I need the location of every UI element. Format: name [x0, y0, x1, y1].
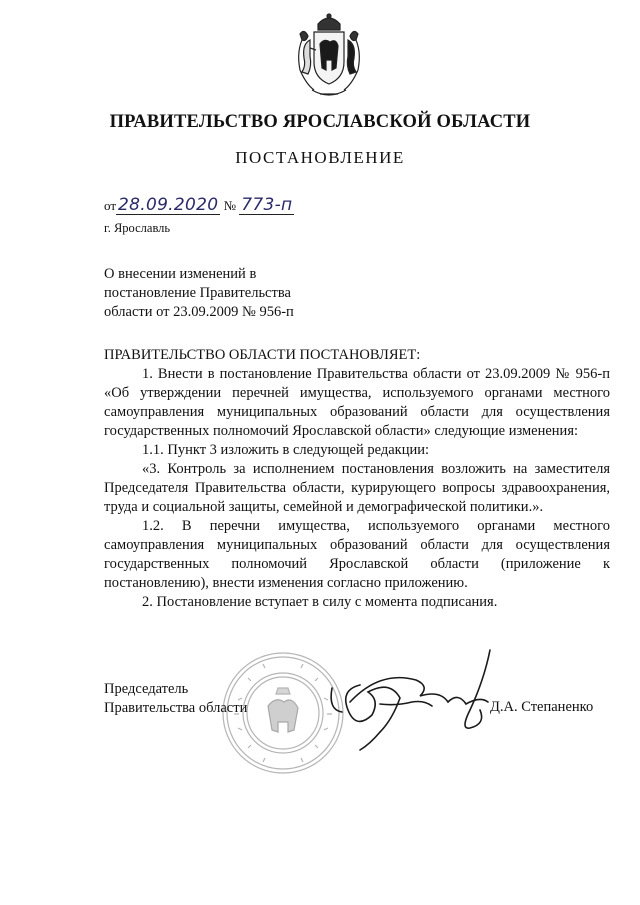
paragraph-1-1-text: «3. Контроль за исполнением постановления возложить на заместителя Председателя Правительства области, курирующего вопросы здравоохранения, труда и социальной защиты, семейной и демографической политики.».	[104, 461, 610, 515]
subject-line: О внесении изменений в	[104, 266, 257, 282]
date-number-line	[104, 196, 294, 215]
position-line: Председатель	[104, 681, 189, 697]
document-type: ПОСТАНОВЛЕНИЕ	[235, 148, 405, 167]
city: г. Ярославль	[104, 221, 171, 235]
subject-line: постановление Правительства	[104, 285, 291, 301]
position-line: Правительства области	[104, 700, 248, 716]
paragraph-1-1: 1.1. Пункт 3 изложить в следующей редакции:	[142, 442, 430, 458]
resolution-heading: ПРАВИТЕЛЬСТВО ОБЛАСТИ ПОСТАНОВЛЯЕТ:	[104, 347, 421, 363]
subject-line: области от 23.09.2009 № 956-п	[104, 304, 294, 320]
signatory-name: Д.А. Степаненко	[490, 699, 594, 715]
number-prefix: №	[223, 198, 237, 213]
handwritten-signature-icon	[320, 640, 510, 755]
date-prefix: от	[104, 198, 117, 213]
yaroslavl-coat-of-arms-icon	[290, 10, 368, 102]
signatory-position	[104, 680, 247, 718]
document-date: 28.09.2020	[118, 195, 219, 215]
document-number: 773-п	[241, 195, 293, 215]
document-body	[104, 346, 610, 612]
paragraph-1: 1. Внести в постановление Правительства области от 23.09.2009 № 956-п «Об утверждении перечней имущества, используемого органами местного самоуправления муниципальных образований области для осуществления государственных полномочий Ярославской области» следующие изменения:	[104, 366, 610, 439]
document-subject	[104, 265, 364, 322]
organization-title: ПРАВИТЕЛЬСТВО ЯРОСЛАВСКОЙ ОБЛАСТИ	[109, 112, 531, 132]
paragraph-1-2: 1.2. В перечни имущества, используемого органами местного самоуправления муниципальных образований области для осуществления государственных полномочий Ярославской области (приложение к постановлению), внести изменения согласно приложению.	[104, 518, 610, 591]
paragraph-2: 2. Постановление вступает в силу с момента подписания.	[142, 594, 498, 610]
